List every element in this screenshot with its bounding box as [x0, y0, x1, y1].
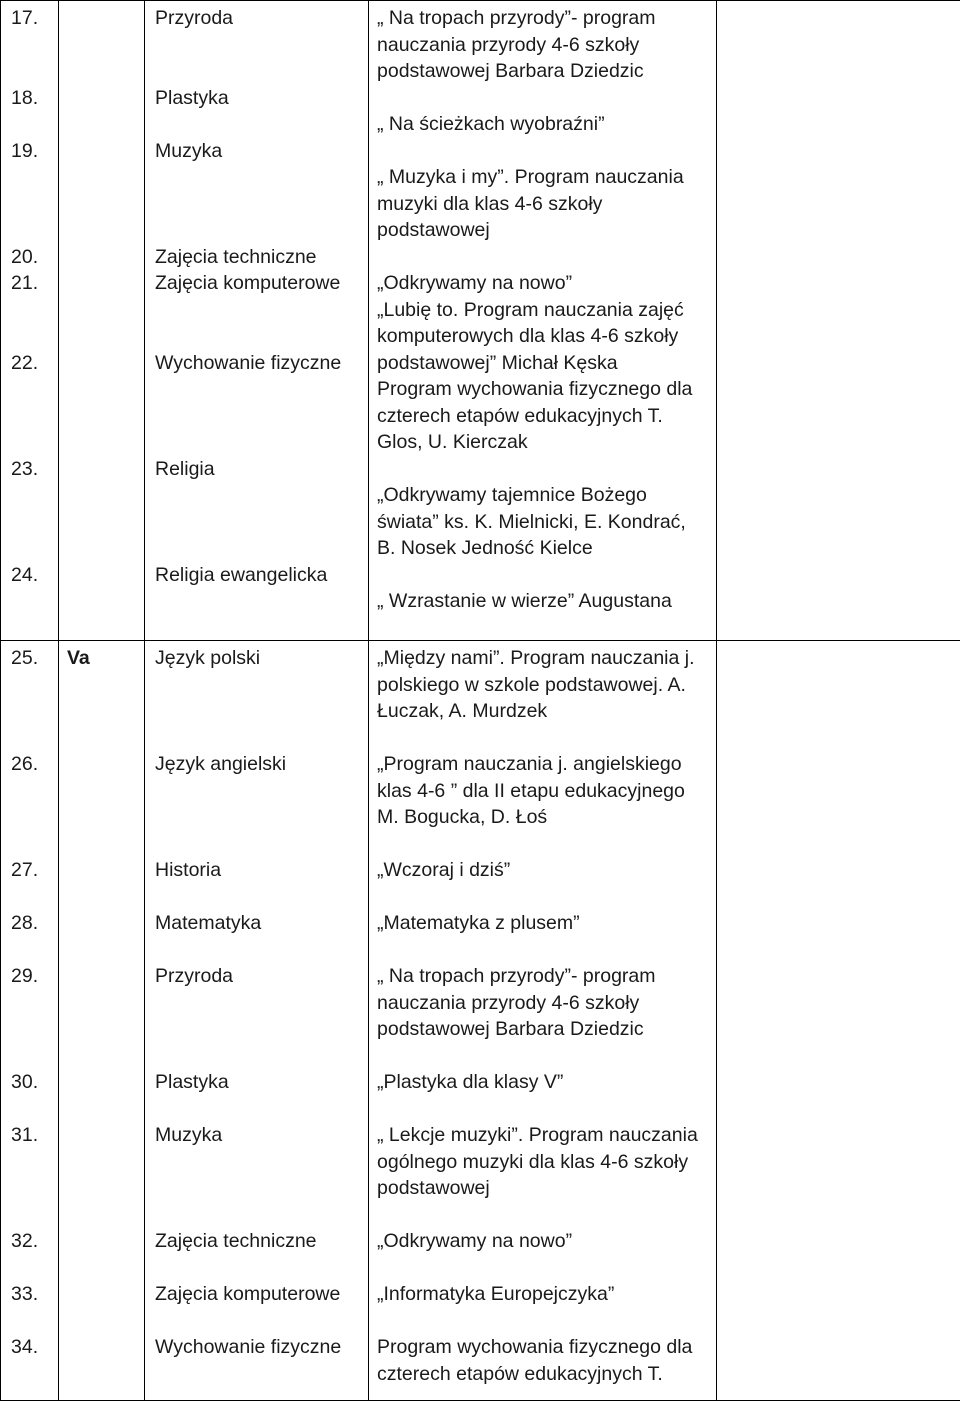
program-line: podstawowej Barbara Dziedzic — [377, 58, 710, 85]
lp-cell — [1, 641, 59, 1401]
program-line: Program wychowania fizycznego dla — [377, 376, 710, 403]
class-cell — [59, 1, 145, 641]
lp-number: 17. — [11, 5, 52, 32]
program-line: „Informatyka Europejczyka” — [377, 1281, 710, 1308]
program-line: Glos, U. Kierczak — [377, 429, 710, 456]
program-line: „ Lekcje muzyki”. Program nauczania — [377, 1122, 710, 1149]
lp-number: 23. — [11, 456, 52, 483]
program-line: muzyki dla klas 4-6 szkoły — [377, 191, 710, 218]
subject-cell — [145, 641, 369, 1401]
subject-name: Język angielski — [155, 751, 362, 778]
program-line: nauczania przyrody 4-6 szkoły — [377, 990, 710, 1017]
lp-number: 25. — [11, 645, 52, 672]
subject-cell — [145, 1, 369, 641]
lp-number: 32. — [11, 1228, 52, 1255]
subject-name: Plastyka — [155, 85, 362, 112]
notes-cell — [717, 641, 960, 1401]
program-cell — [369, 641, 717, 1401]
program-line: B. Nosek Jedność Kielce — [377, 535, 710, 562]
program-line: „Lubię to. Program nauczania zajęć — [377, 297, 710, 324]
program-line: czterech etapów edukacyjnych T. — [377, 1361, 710, 1388]
subject-name: Zajęcia techniczne — [155, 1228, 362, 1255]
program-line: ogólnego muzyki dla klas 4-6 szkoły — [377, 1149, 710, 1176]
program-line: „ Muzyka i my”. Program nauczania — [377, 164, 710, 191]
program-line: „Między nami”. Program nauczania j. — [377, 645, 710, 672]
subject-name: Muzyka — [155, 1122, 362, 1149]
lp-number: 22. — [11, 350, 52, 377]
program-line: „Matematyka z plusem” — [377, 910, 710, 937]
program-line: „Program nauczania j. angielskiego — [377, 751, 710, 778]
program-line: Program wychowania fizycznego dla — [377, 1334, 710, 1361]
lp-number: 31. — [11, 1122, 52, 1149]
program-line: podstawowej — [377, 1175, 710, 1202]
program-line: podstawowej” Michał Kęska — [377, 350, 710, 377]
program-line: klas 4-6 ” dla II etapu edukacyjnego — [377, 778, 710, 805]
table-row — [1, 641, 960, 1401]
lp-number: 28. — [11, 910, 52, 937]
subject-name: Język polski — [155, 645, 362, 672]
subject-name: Przyroda — [155, 963, 362, 990]
program-line: „Odkrywamy tajemnice Bożego — [377, 482, 710, 509]
table-row — [1, 1, 960, 641]
subject-name: Muzyka — [155, 138, 362, 165]
subject-name: Wychowanie fizyczne — [155, 350, 362, 377]
subject-name: Matematyka — [155, 910, 362, 937]
lp-number: 19. — [11, 138, 52, 165]
program-line: M. Bogucka, D. Łoś — [377, 804, 710, 831]
program-line: komputerowych dla klas 4-6 szkoły — [377, 323, 710, 350]
program-cell — [369, 1, 717, 641]
lp-number: 27. — [11, 857, 52, 884]
subject-name: Historia — [155, 857, 362, 884]
class-cell — [59, 641, 145, 1401]
program-line: polskiego w szkole podstawowej. A. — [377, 672, 710, 699]
program-line: „ Na tropach przyrody”- program — [377, 5, 710, 32]
program-line: „ Na ścieżkach wyobraźni” — [377, 111, 710, 138]
program-line: Łuczak, A. Murdzek — [377, 698, 710, 725]
program-line: „ Wzrastanie w wierze” Augustana — [377, 588, 710, 615]
lp-number: 24. — [11, 562, 52, 589]
program-line: podstawowej — [377, 217, 710, 244]
subject-name: Religia ewangelicka — [155, 562, 362, 589]
lp-cell — [1, 1, 59, 641]
lp-number: 18. — [11, 85, 52, 112]
lp-number: 33. — [11, 1281, 52, 1308]
subject-name: Zajęcia komputerowe — [155, 270, 362, 297]
program-line: nauczania przyrody 4-6 szkoły — [377, 32, 710, 59]
program-line: „Plastyka dla klasy V” — [377, 1069, 710, 1096]
notes-cell — [717, 1, 960, 641]
program-line: „Odkrywamy na nowo” — [377, 1228, 710, 1255]
program-line: „Odkrywamy na nowo” — [377, 270, 710, 297]
program-line: podstawowej Barbara Dziedzic — [377, 1016, 710, 1043]
lp-number: 30. — [11, 1069, 52, 1096]
lp-number: 21. — [11, 270, 52, 297]
subject-name: Religia — [155, 456, 362, 483]
class-label: Va — [67, 647, 90, 669]
program-line: świata” ks. K. Mielnicki, E. Kondrać, — [377, 509, 710, 536]
subject-name: Plastyka — [155, 1069, 362, 1096]
program-line: „Wczoraj i dziś” — [377, 857, 710, 884]
subject-name: Przyroda — [155, 5, 362, 32]
program-line: „ Na tropach przyrody”- program — [377, 963, 710, 990]
subject-name: Wychowanie fizyczne — [155, 1334, 362, 1361]
lp-number: 20. — [11, 244, 52, 271]
lp-number: 29. — [11, 963, 52, 990]
subject-name: Zajęcia komputerowe — [155, 1281, 362, 1308]
lp-number: 34. — [11, 1334, 52, 1361]
program-line: czterech etapów edukacyjnych T. — [377, 403, 710, 430]
lp-number: 26. — [11, 751, 52, 778]
subject-name: Zajęcia techniczne — [155, 244, 362, 271]
